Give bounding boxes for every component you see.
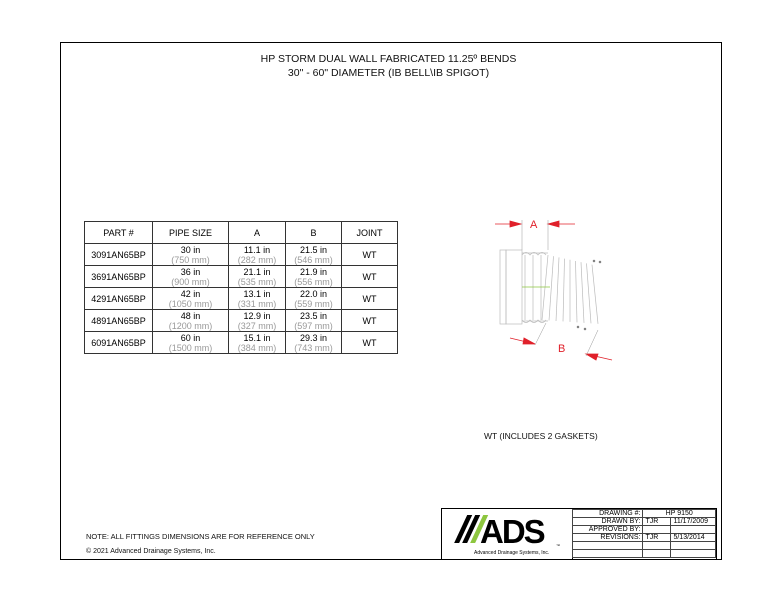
cell-joint: WT (342, 288, 398, 310)
cell-size: 36 in (900 mm) (153, 266, 229, 288)
rev-by: TJR (643, 534, 671, 542)
cell-a: 13.1 in (331 mm) (229, 288, 286, 310)
cell-a: 15.1 in (384 mm) (229, 332, 286, 354)
cell-a: 12.9 in (327 mm) (229, 310, 286, 332)
ads-logo (442, 509, 573, 559)
label-a: A (530, 219, 538, 231)
joint-caption: WT (INCLUDES 2 GASKETS) (484, 431, 598, 441)
bend-drawing (480, 210, 630, 370)
label-b: B (558, 343, 566, 355)
reference-note: NOTE: ALL FITTINGS DIMENSIONS ARE FOR REFERENCE ONLY (86, 532, 315, 541)
logo-text: ADS (480, 513, 544, 550)
cell-size: 60 in (1500 mm) (153, 332, 229, 354)
table-header-row (85, 222, 398, 244)
copyright: © 2021 Advanced Drainage Systems, Inc. (86, 548, 216, 555)
header-pipe-size: PIPE SIZE (153, 222, 229, 244)
cell-joint: WT (342, 266, 398, 288)
cell-b: 21.9 in (556 mm) (286, 266, 342, 288)
table-row (85, 266, 398, 288)
table-row (85, 332, 398, 354)
svg-text:™: ™ (556, 543, 560, 548)
cell-joint: WT (342, 332, 398, 354)
cell-joint: WT (342, 244, 398, 266)
cell-a: 11.1 in (282 mm) (229, 244, 286, 266)
cell-b: 21.5 in (546 mm) (286, 244, 342, 266)
cell-b: 23.5 in (597 mm) (286, 310, 342, 332)
header-a: A (229, 222, 286, 244)
title-block (441, 508, 717, 560)
cell-size: 30 in (750 mm) (153, 244, 229, 266)
rev-date: 5/13/2014 (671, 534, 716, 542)
cell-part: 3091AN65BP (85, 244, 153, 266)
cell-size: 42 in (1050 mm) (153, 288, 229, 310)
title-line-2: 30" - 60" DIAMETER (IB BELL\IB SPIGOT) (287, 67, 490, 79)
drawn-by: TJR (643, 518, 671, 526)
cell-part: 3691AN65BP (85, 266, 153, 288)
title-line-1: HP STORM DUAL WALL FABRICATED 11.25º BENDS (260, 53, 517, 65)
cell-a: 21.1 in (535 mm) (229, 266, 286, 288)
header-joint: JOINT (342, 222, 398, 244)
logo-subtitle: Advanced Drainage Systems, Inc. (474, 550, 550, 556)
drawn-date: 11/17/2009 (671, 518, 716, 526)
header-part: PART # (85, 222, 153, 244)
cell-part: 6091AN65BP (85, 332, 153, 354)
header-b: B (286, 222, 342, 244)
cell-b: 22.0 in (559 mm) (286, 288, 342, 310)
drawing-number: HP 9150 (643, 510, 716, 518)
table-row (85, 310, 398, 332)
table-row (85, 244, 398, 266)
cell-part: 4891AN65BP (85, 310, 153, 332)
pipe-outline (500, 250, 601, 330)
cell-part: 4291AN65BP (85, 288, 153, 310)
cell-size: 48 in (1200 mm) (153, 310, 229, 332)
table-row (85, 288, 398, 310)
title-block-info: DRAWING #: HP 9150 DRAWN BY: TJR 11/17/2009 APPROVED BY: REVISIONS: TJR 5/13/2014 (572, 509, 716, 558)
parts-table (84, 221, 398, 354)
cell-b: 29.3 in (743 mm) (286, 332, 342, 354)
cell-joint: WT (342, 310, 398, 332)
